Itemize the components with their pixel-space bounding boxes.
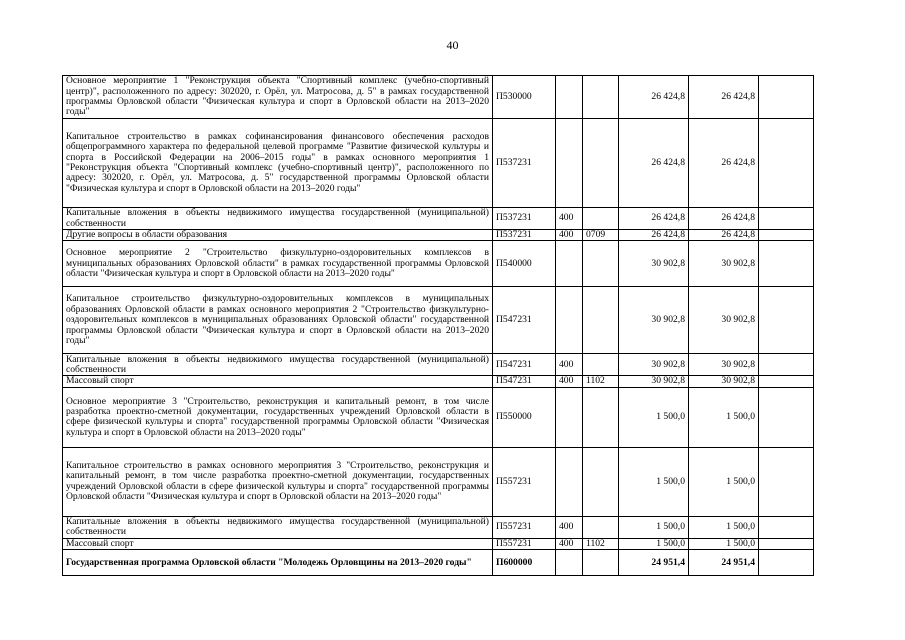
extra-cell	[759, 119, 814, 208]
amount-cell: 24 951,4	[619, 550, 689, 576]
section-code-cell	[583, 241, 619, 287]
item-name-cell: Другие вопросы в области образования	[63, 230, 493, 241]
expense-type-cell: 400	[556, 538, 583, 549]
extra-cell	[759, 76, 814, 119]
amount-cell: 1 500,0	[619, 387, 689, 447]
item-name-cell: Основное мероприятие 3 "Строительство, реконструкция и капитальный ремонт, в том числе разработка проектно-сметной документации, государственных учреждений Орловской области в сфере физической культуры и спорта" государственной программы Орловской области "Физическая культура и спорт в Орловской области на 2013–2020 годы"	[63, 387, 493, 447]
target-code-cell: П547231	[493, 376, 556, 387]
section-code-cell	[583, 287, 619, 354]
amount-total-cell: 26 424,8	[689, 230, 759, 241]
section-code-cell	[583, 387, 619, 447]
table-row	[63, 447, 814, 516]
target-code-cell: П537231	[493, 119, 556, 208]
expense-type-cell	[556, 447, 583, 516]
amount-total-cell: 26 424,8	[689, 208, 759, 230]
table-row	[63, 516, 814, 538]
target-code-cell: П600000	[493, 550, 556, 576]
extra-cell	[759, 550, 814, 576]
section-code-cell	[583, 354, 619, 376]
amount-total-cell: 26 424,8	[689, 76, 759, 119]
section-code-cell: 0709	[583, 230, 619, 241]
target-code-cell: П537231	[493, 230, 556, 241]
amount-total-cell: 1 500,0	[689, 516, 759, 538]
item-name-cell: Капитальные вложения в объекты недвижимого имущества государственной (муниципальной) собственности	[63, 208, 493, 230]
extra-cell	[759, 241, 814, 287]
target-code-cell: П557231	[493, 516, 556, 538]
item-name-cell: Основное мероприятие 1 "Реконструкция объекта "Спортивный комплекс (учебно-спортивный центр)", расположенного по адресу: 302020, г. Орёл, ул. Матросова, д. 5" в рамках государственной программы Орловской области "Физическая культура и спорт в Орловской области на 2013–2020 годы"	[63, 76, 493, 119]
table-row	[63, 376, 814, 387]
table-row	[63, 550, 814, 576]
table-body	[63, 76, 814, 576]
table-row	[63, 208, 814, 230]
extra-cell	[759, 208, 814, 230]
item-name-cell: Капитальное строительство в рамках основного мероприятия 3 "Строительство, реконструкция и капитальный ремонт, в том числе разработка проектно-сметной документации, государственных учреждений Орловской области в сфере физической культуры и спорта" государственной программы Орловской области "Физическая культура и спорт в Орловской области на 2013–2020 годы"	[63, 447, 493, 516]
target-code-cell: П557231	[493, 447, 556, 516]
amount-total-cell: 30 902,8	[689, 241, 759, 287]
extra-cell	[759, 287, 814, 354]
amount-total-cell: 30 902,8	[689, 376, 759, 387]
expense-type-cell	[556, 241, 583, 287]
extra-cell	[759, 354, 814, 376]
amount-total-cell: 1 500,0	[689, 538, 759, 549]
expense-type-cell	[556, 550, 583, 576]
amount-total-cell: 26 424,8	[689, 119, 759, 208]
table-row	[63, 538, 814, 549]
amount-cell: 26 424,8	[619, 208, 689, 230]
item-name-cell: Капитальное строительство в рамках софинансирования финансового обеспечения расходов общепрограммного характера по федеральной целевой программе "Развитие физической культуры и спорта в Российской Федерации на 2006–2015 годы" в рамках основного мероприятия 1 "Реконструкция объекта "Спортивный комплекс (учебно-спортивный центр)", расположенного по адресу: 302020, г. Орёл, ул. Матросова, д. 5" государственной программы Орловской области "Физическая культура и спорт в Орловской области на 2013–2020 годы"	[63, 119, 493, 208]
amount-cell: 1 500,0	[619, 538, 689, 549]
target-code-cell: П547231	[493, 287, 556, 354]
item-name-cell: Основное мероприятие 2 "Строительство физкультурно-оздоровительных комплексов в муниципальных образованиях Орловской области" в рамках государственной программы Орловской области "Физическая культура и спорт в Орловской области на 2013–2020 годы"	[63, 241, 493, 287]
extra-cell	[759, 387, 814, 447]
extra-cell	[759, 230, 814, 241]
table-row	[63, 354, 814, 376]
section-code-cell	[583, 119, 619, 208]
amount-cell: 26 424,8	[619, 119, 689, 208]
extra-cell	[759, 376, 814, 387]
expense-type-cell	[556, 387, 583, 447]
amount-total-cell: 30 902,8	[689, 287, 759, 354]
amount-cell: 1 500,0	[619, 516, 689, 538]
amount-total-cell: 30 902,8	[689, 354, 759, 376]
item-name-cell: Массовый спорт	[63, 376, 493, 387]
item-name-cell: Массовый спорт	[63, 538, 493, 549]
target-code-cell: П557231	[493, 538, 556, 549]
table-row	[63, 230, 814, 241]
amount-total-cell: 1 500,0	[689, 387, 759, 447]
section-code-cell: 1102	[583, 538, 619, 549]
target-code-cell: П547231	[493, 354, 556, 376]
extra-cell	[759, 516, 814, 538]
extra-cell	[759, 447, 814, 516]
amount-cell: 30 902,8	[619, 354, 689, 376]
expense-type-cell: 400	[556, 376, 583, 387]
table-row	[63, 119, 814, 208]
table-row	[63, 287, 814, 354]
amount-cell: 26 424,8	[619, 230, 689, 241]
expense-type-cell: 400	[556, 208, 583, 230]
section-code-cell: 1102	[583, 376, 619, 387]
section-code-cell	[583, 208, 619, 230]
target-code-cell: П537231	[493, 208, 556, 230]
amount-total-cell: 1 500,0	[689, 447, 759, 516]
expense-type-cell	[556, 119, 583, 208]
expense-type-cell	[556, 287, 583, 354]
amount-cell: 30 902,8	[619, 376, 689, 387]
item-name-cell: Капитальное строительство физкультурно-оздоровительных комплексов в муниципальных образованиях Орловской области в рамках основного мероприятия 2 "Строительство физкультурно-оздоровительных комплексов в муниципальных образованиях Орловской области" государственной программы Орловской области "Физическая культура и спорт в Орловской области на 2013–2020 годы"	[63, 287, 493, 354]
table-row	[63, 76, 814, 119]
expense-type-cell: 400	[556, 516, 583, 538]
table-row	[63, 387, 814, 447]
expense-type-cell: 400	[556, 354, 583, 376]
item-name-cell: Капитальные вложения в объекты недвижимого имущества государственной (муниципальной) собственности	[63, 354, 493, 376]
item-name-cell: Капитальные вложения в объекты недвижимого имущества государственной (муниципальной) собственности	[63, 516, 493, 538]
amount-cell: 1 500,0	[619, 447, 689, 516]
section-code-cell	[583, 550, 619, 576]
amount-cell: 30 902,8	[619, 287, 689, 354]
amount-total-cell: 24 951,4	[689, 550, 759, 576]
target-code-cell: П550000	[493, 387, 556, 447]
target-code-cell: П540000	[493, 241, 556, 287]
item-name-cell: Государственная программа Орловской области "Молодежь Орловщины на 2013–2020 годы"	[63, 550, 493, 576]
amount-cell: 30 902,8	[619, 241, 689, 287]
expense-type-cell	[556, 76, 583, 119]
section-code-cell	[583, 516, 619, 538]
amount-cell: 26 424,8	[619, 76, 689, 119]
section-code-cell	[583, 447, 619, 516]
target-code-cell: П530000	[493, 76, 556, 119]
table-row	[63, 241, 814, 287]
extra-cell	[759, 538, 814, 549]
section-code-cell	[583, 76, 619, 119]
expense-type-cell: 400	[556, 230, 583, 241]
budget-table	[62, 75, 814, 576]
page-number: 40	[446, 38, 459, 52]
